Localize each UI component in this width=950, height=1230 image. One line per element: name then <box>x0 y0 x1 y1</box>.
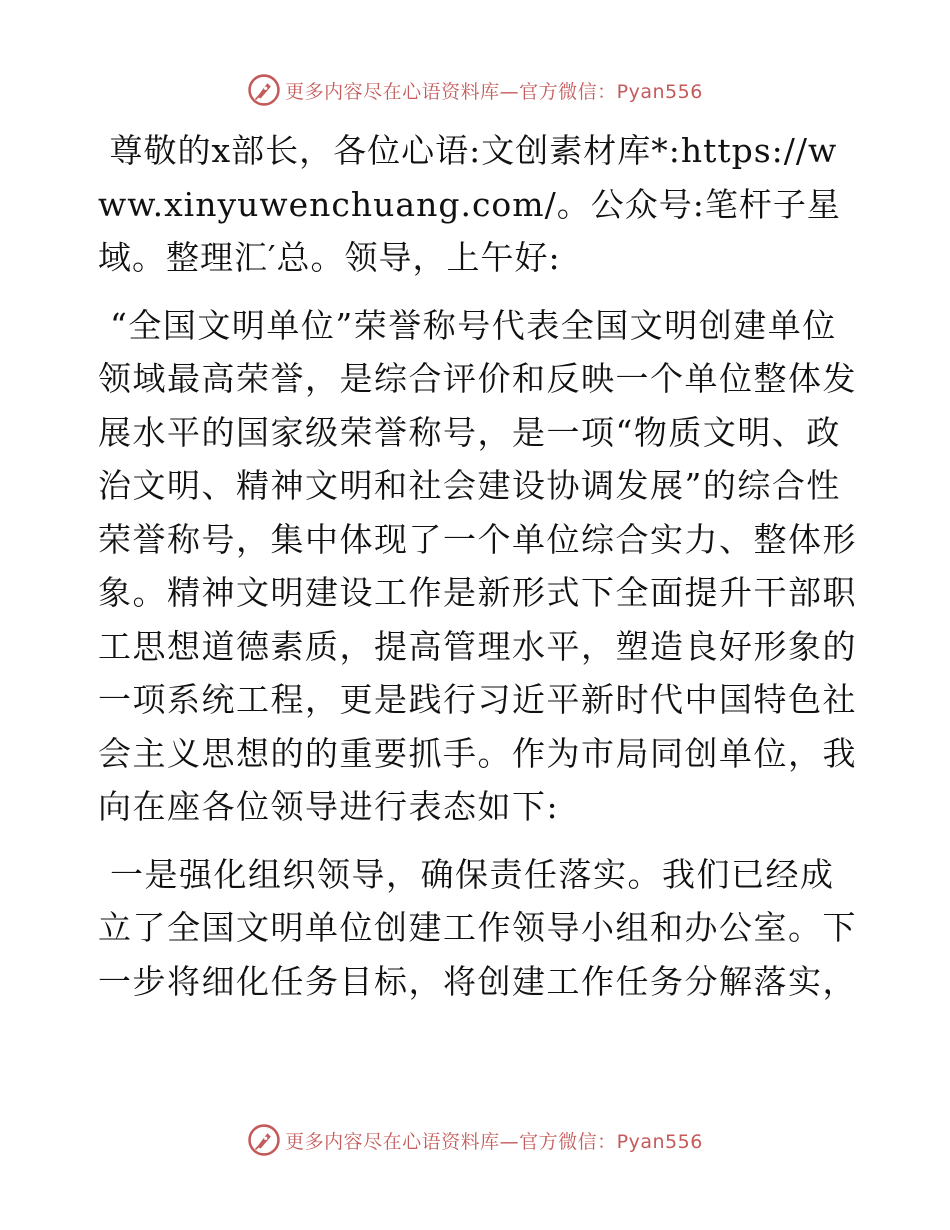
watermark-text: 更多内容尽在心语资料库—官方微信：Pyan556 <box>285 1130 703 1153</box>
paragraph-intro: “全国文明单位”荣誉称号代表全国文明创建单位领域最高荣誉，是综合评价和反映一个单位整体发展水平的国家级荣誉称号，是一项“物质文明、政治文明、精神文明和社会建设协调发展”的综合性荣誉称号，集中体现了一个单位综合实力、整体形象。精神文明建设工作是新形式下全面提升干部职工思想道德素质，提高管理水平，塑造良好形象的一项系统工程，更是践行习近平新时代中国特色社会主义思想的的重要抓手。作为市局同创单位，我向在座各位领导进行表态如下: <box>98 305 857 826</box>
document-body <box>98 124 858 1022</box>
header-watermark <box>0 70 950 110</box>
paragraph-point-one: 一是强化组织领导，确保责任落实。我们已经成立了全国文明单位创建工作领导小组和办公室。下一步将细化任务目标，将创建工作任务分解落实， <box>98 854 857 1001</box>
pen-nib-logo-icon <box>247 73 281 107</box>
paragraph-greeting: 尊敬的x部长，各位心语:文创素材库*:https://www.xinyuwenchuang.com/。公众号:笔杆子星域。整理汇′总。领导，上午好: <box>98 131 841 277</box>
footer-watermark <box>0 1120 950 1160</box>
pen-nib-logo-icon <box>247 1123 281 1157</box>
watermark-text: 更多内容尽在心语资料库—官方微信：Pyan556 <box>285 80 703 103</box>
